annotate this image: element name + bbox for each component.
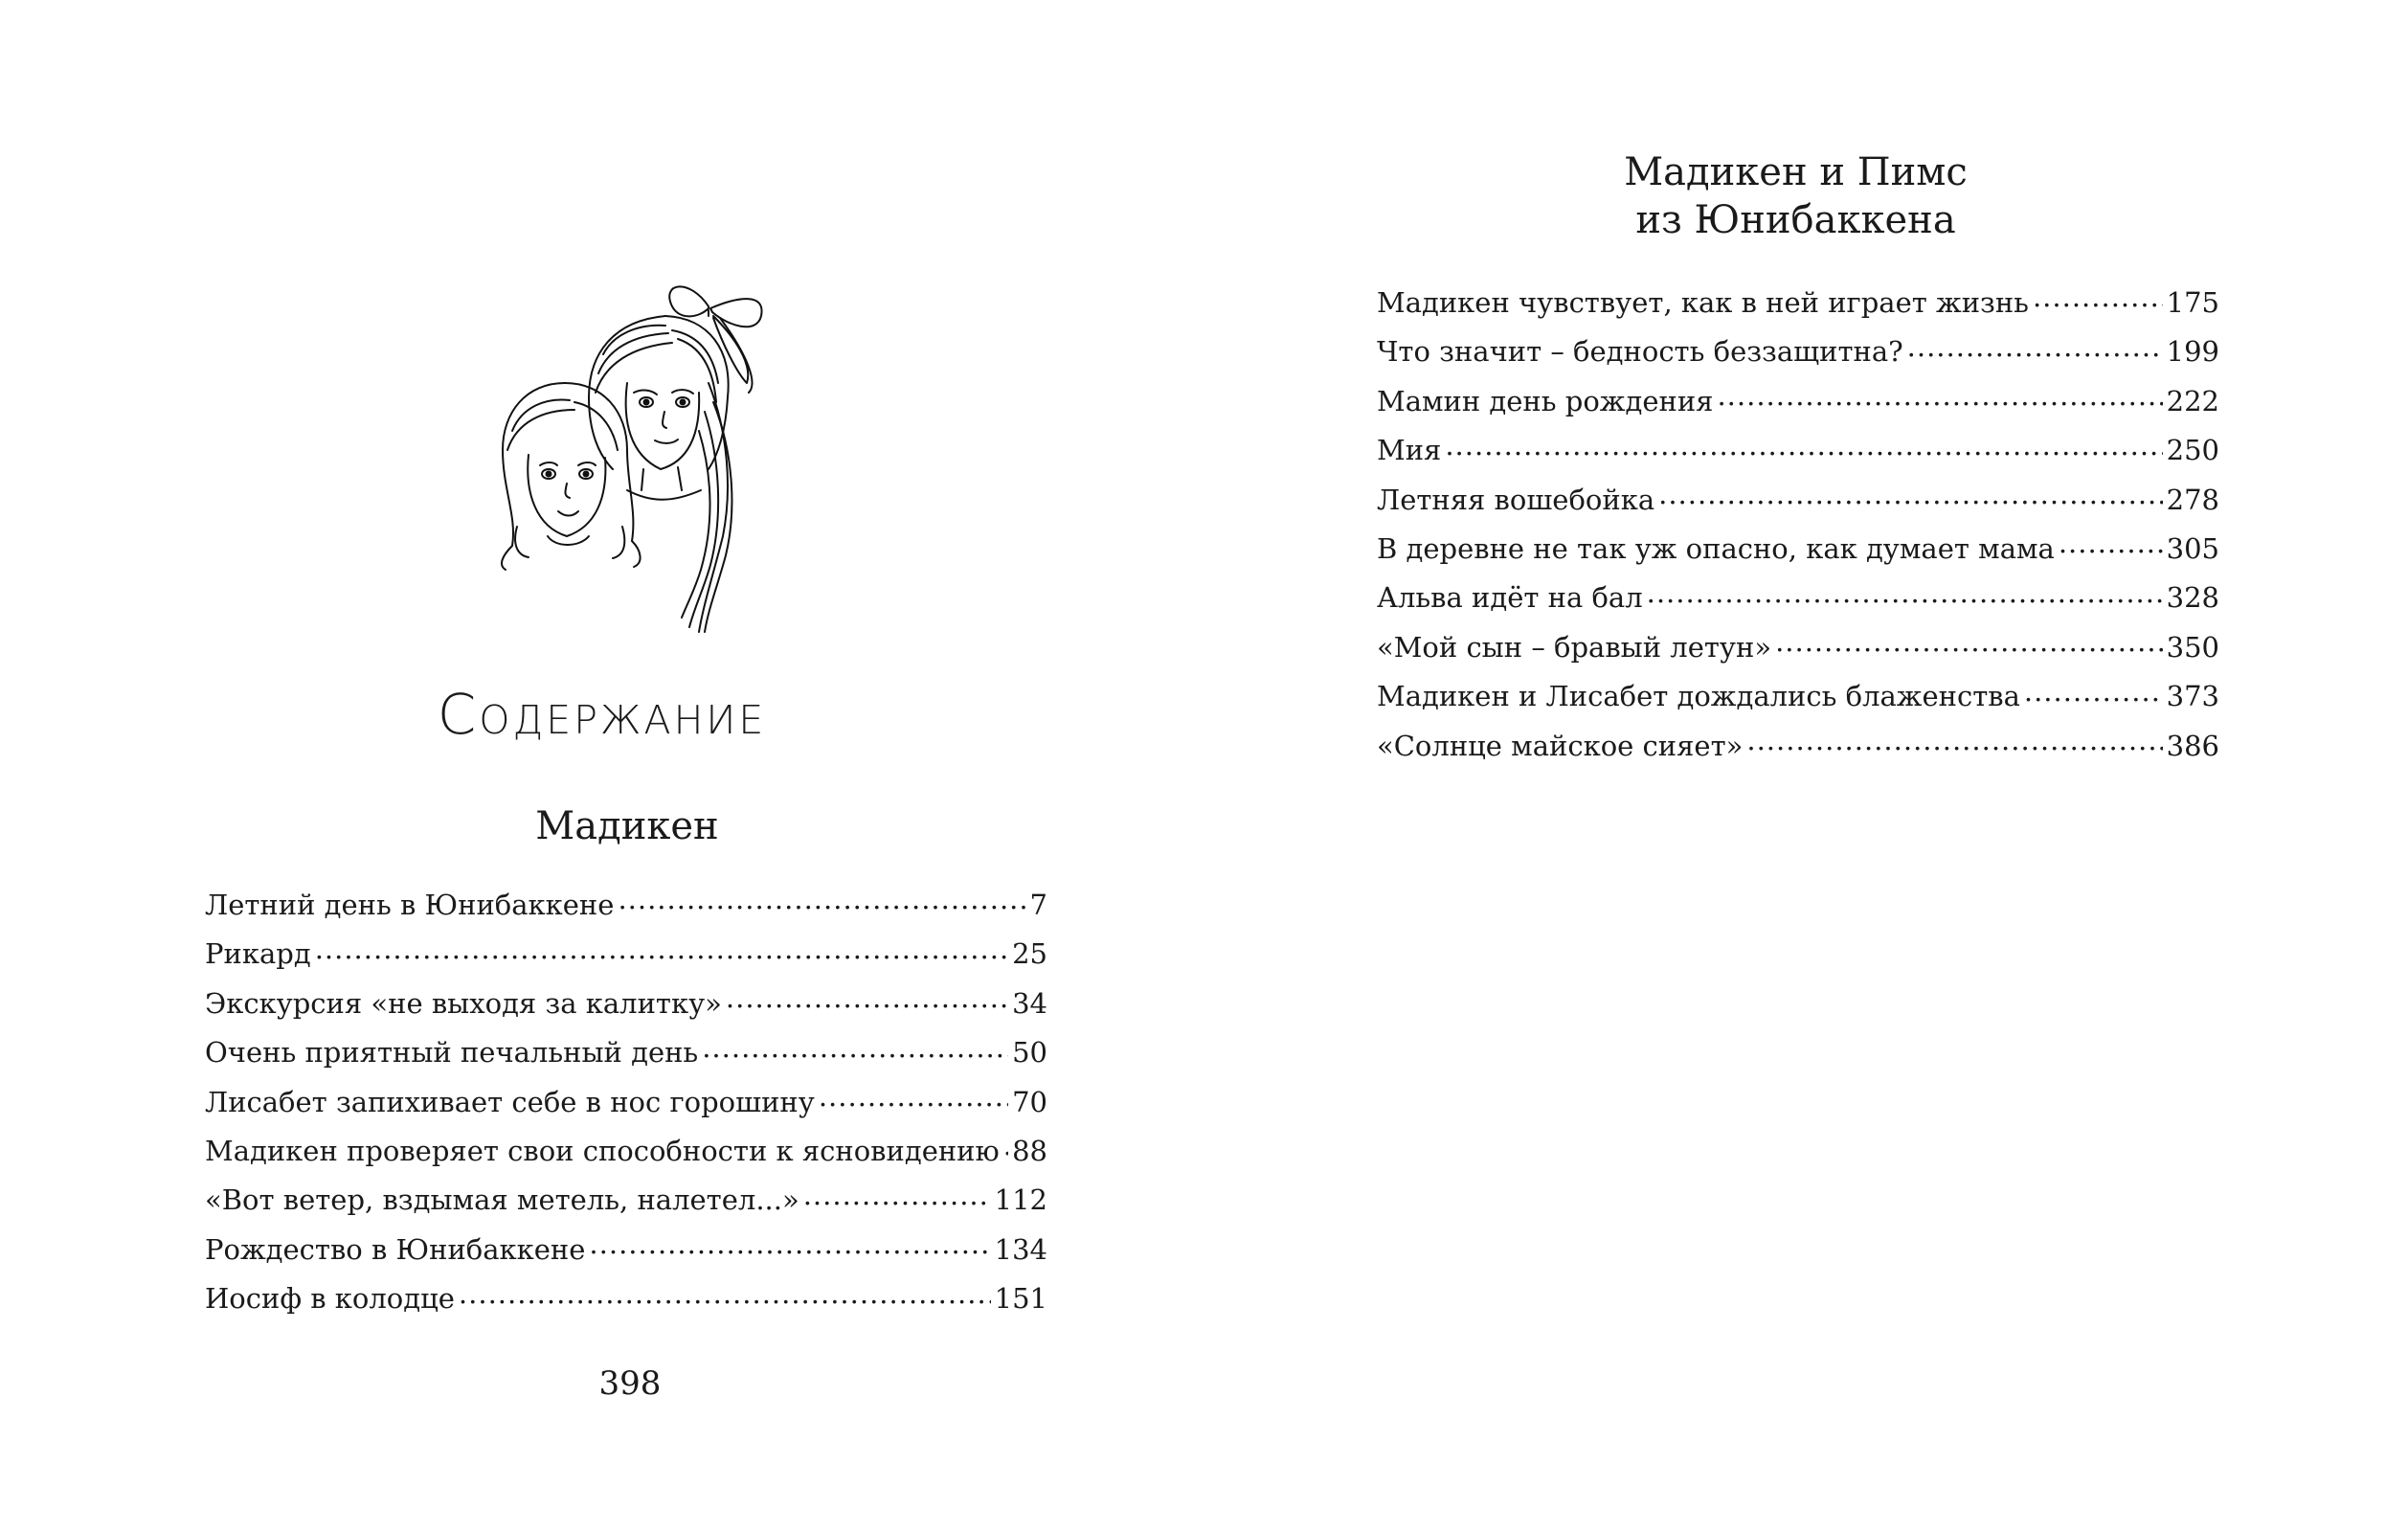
book-title (1204, 148, 2387, 244)
toc-entry-title: Мадикен чувствует, как в ней играет жизнь (1377, 286, 2029, 319)
toc-entry-title: Экскурсия «не выходя за калитку» (205, 986, 722, 1020)
dot-leader (459, 1280, 991, 1308)
toc-entry-page: 350 (2166, 630, 2219, 664)
toc-entry-title: Мия (1377, 434, 1442, 467)
toc-entry-page: 373 (2166, 680, 2219, 713)
book-title-line: Мадикен и Пимс (1624, 150, 1968, 194)
dot-leader (1746, 728, 2162, 755)
toc-entry-page: 222 (2166, 384, 2219, 417)
toc-entry[interactable] (205, 1034, 1047, 1083)
toc-entry-page: 25 (1012, 937, 1047, 971)
toc-entry-title: Рикард (205, 937, 311, 971)
dot-leader (589, 1231, 990, 1259)
toc-entry[interactable] (1377, 284, 2219, 333)
toc-entry-page: 34 (1012, 986, 1047, 1020)
book-title: Мадикен (535, 804, 719, 848)
toc-entry-title: Летний день в Юнибаккене (205, 889, 615, 921)
toc-entry-page: 278 (2166, 483, 2219, 516)
toc-entry-page: 328 (2166, 581, 2219, 615)
toc-entry[interactable] (1377, 629, 2219, 678)
toc-entry-title: «Солнце майское сияет» (1377, 729, 1744, 762)
toc-entry[interactable] (205, 985, 1047, 1034)
dot-leader (1445, 432, 2162, 460)
dot-leader (1647, 579, 2163, 607)
toc-entry[interactable] (1377, 530, 2219, 579)
dot-leader (1907, 333, 2163, 361)
toc-entry[interactable] (205, 887, 1047, 935)
dot-leader (726, 985, 1008, 1013)
toc-entry[interactable] (1377, 728, 2219, 777)
toc-entry[interactable] (1377, 383, 2219, 432)
toc-entry-title: Что значит – бедность беззащитна? (1377, 335, 1903, 369)
toc-entry-page: 250 (2166, 434, 2219, 467)
two-girls-illustration-icon (421, 239, 823, 642)
toc-entry-page: 7 (1029, 889, 1047, 921)
toc-entry[interactable] (205, 1182, 1047, 1230)
dot-leader (819, 1084, 1008, 1112)
book-title-line: из Юнибаккена (1635, 198, 1956, 242)
toc-entry[interactable] (205, 1084, 1047, 1133)
toc-entry-title: «Вот ветер, вздымая метель, налетел...» (205, 1183, 799, 1217)
page-number: 398 (598, 1364, 662, 1403)
toc-entry-page: 70 (1012, 1085, 1047, 1118)
section-title: Содержание (437, 682, 767, 747)
toc-entry-page: 134 (994, 1232, 1047, 1266)
toc-entry-title: Лисабет запихивает себе в нос горошину (205, 1085, 815, 1118)
dot-leader (2033, 284, 2163, 312)
dot-leader (1003, 1133, 1008, 1160)
toc-entry[interactable] (1377, 678, 2219, 727)
toc-entry-page: 88 (1012, 1134, 1047, 1167)
toc-entry-page: 151 (994, 1282, 1047, 1316)
dot-leader (1775, 629, 2163, 657)
toc-entry-page: 50 (1012, 1036, 1047, 1070)
toc-entry-title: «Мой сын – бравый летун» (1377, 630, 1772, 664)
toc-entry-page: 112 (994, 1183, 1047, 1217)
toc-entry[interactable] (205, 1231, 1047, 1280)
toc-entry-page: 305 (2166, 531, 2219, 565)
dot-leader (2059, 530, 2163, 558)
dot-leader (702, 1034, 1008, 1062)
toc-entry-title: В деревне не так уж опасно, как думает мама (1377, 531, 2055, 565)
toc-entry-page: 199 (2166, 335, 2219, 369)
toc-entry-title: Иосиф в колодце (205, 1282, 455, 1316)
right-page (1204, 0, 2408, 1532)
toc-entry[interactable] (1377, 579, 2219, 628)
toc-entry[interactable] (205, 1133, 1047, 1182)
toc-entry-title: Альва идёт на бал (1377, 581, 1643, 615)
toc-entry[interactable] (205, 935, 1047, 984)
toc-list-left (205, 887, 1047, 1330)
toc-entry-title: Мадикен и Лисабет дождались блаженства (1377, 680, 2020, 713)
toc-entry[interactable] (205, 1280, 1047, 1329)
toc-list-right (1377, 284, 2219, 777)
dot-leader (803, 1182, 991, 1209)
toc-entry-page: 386 (2166, 729, 2219, 762)
toc-entry-page: 175 (2166, 286, 2219, 319)
toc-entry-title: Мамин день рождения (1377, 384, 1714, 417)
toc-entry-title: Очень приятный печальный день (205, 1036, 699, 1070)
toc-entry-title: Рождество в Юнибаккене (205, 1232, 586, 1266)
toc-entry-title: Летняя вошебойка (1377, 483, 1655, 516)
dot-leader (1658, 482, 2163, 509)
toc-entry-title: Мадикен проверяет свои способности к ясновидению (205, 1134, 1000, 1167)
dot-leader (2024, 678, 2163, 706)
dot-leader (618, 887, 1025, 914)
dot-leader (1717, 383, 2162, 411)
toc-entry[interactable] (1377, 432, 2219, 481)
dot-leader (315, 935, 1008, 963)
toc-entry[interactable] (1377, 482, 2219, 530)
toc-entry[interactable] (1377, 333, 2219, 382)
